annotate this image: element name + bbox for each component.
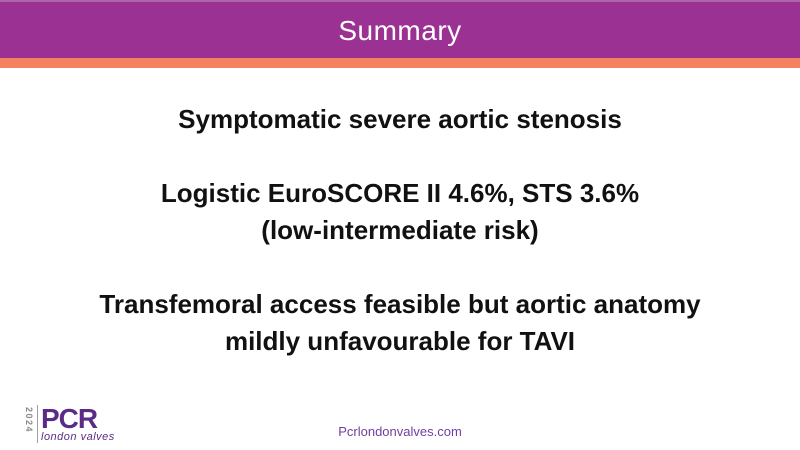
logo-brand-text: PCR bbox=[41, 403, 98, 434]
footer-website-text: Pcrlondonvalves.com bbox=[338, 424, 462, 439]
body-line: Symptomatic severe aortic stenosis bbox=[178, 104, 622, 134]
accent-stripe bbox=[0, 58, 800, 68]
slide-header bbox=[0, 0, 800, 58]
logo-subbrand-text: london valves bbox=[41, 431, 115, 443]
body-line: Transfemoral access feasible but aortic anatomy bbox=[99, 289, 701, 319]
body-line: Logistic EuroSCORE II 4.6%, STS 3.6% bbox=[160, 178, 640, 208]
body-paragraph-access bbox=[40, 286, 760, 360]
body-line: (low-intermediate risk) bbox=[261, 215, 539, 245]
body-paragraph-stenosis bbox=[40, 101, 760, 138]
logo-year-label: 2024 bbox=[24, 407, 34, 434]
slide-body bbox=[40, 101, 760, 397]
body-line: mildly unfavourable for TAVI bbox=[224, 326, 576, 356]
body-paragraph-risk-scores bbox=[40, 175, 760, 249]
slide-title: Summary bbox=[338, 15, 462, 46]
